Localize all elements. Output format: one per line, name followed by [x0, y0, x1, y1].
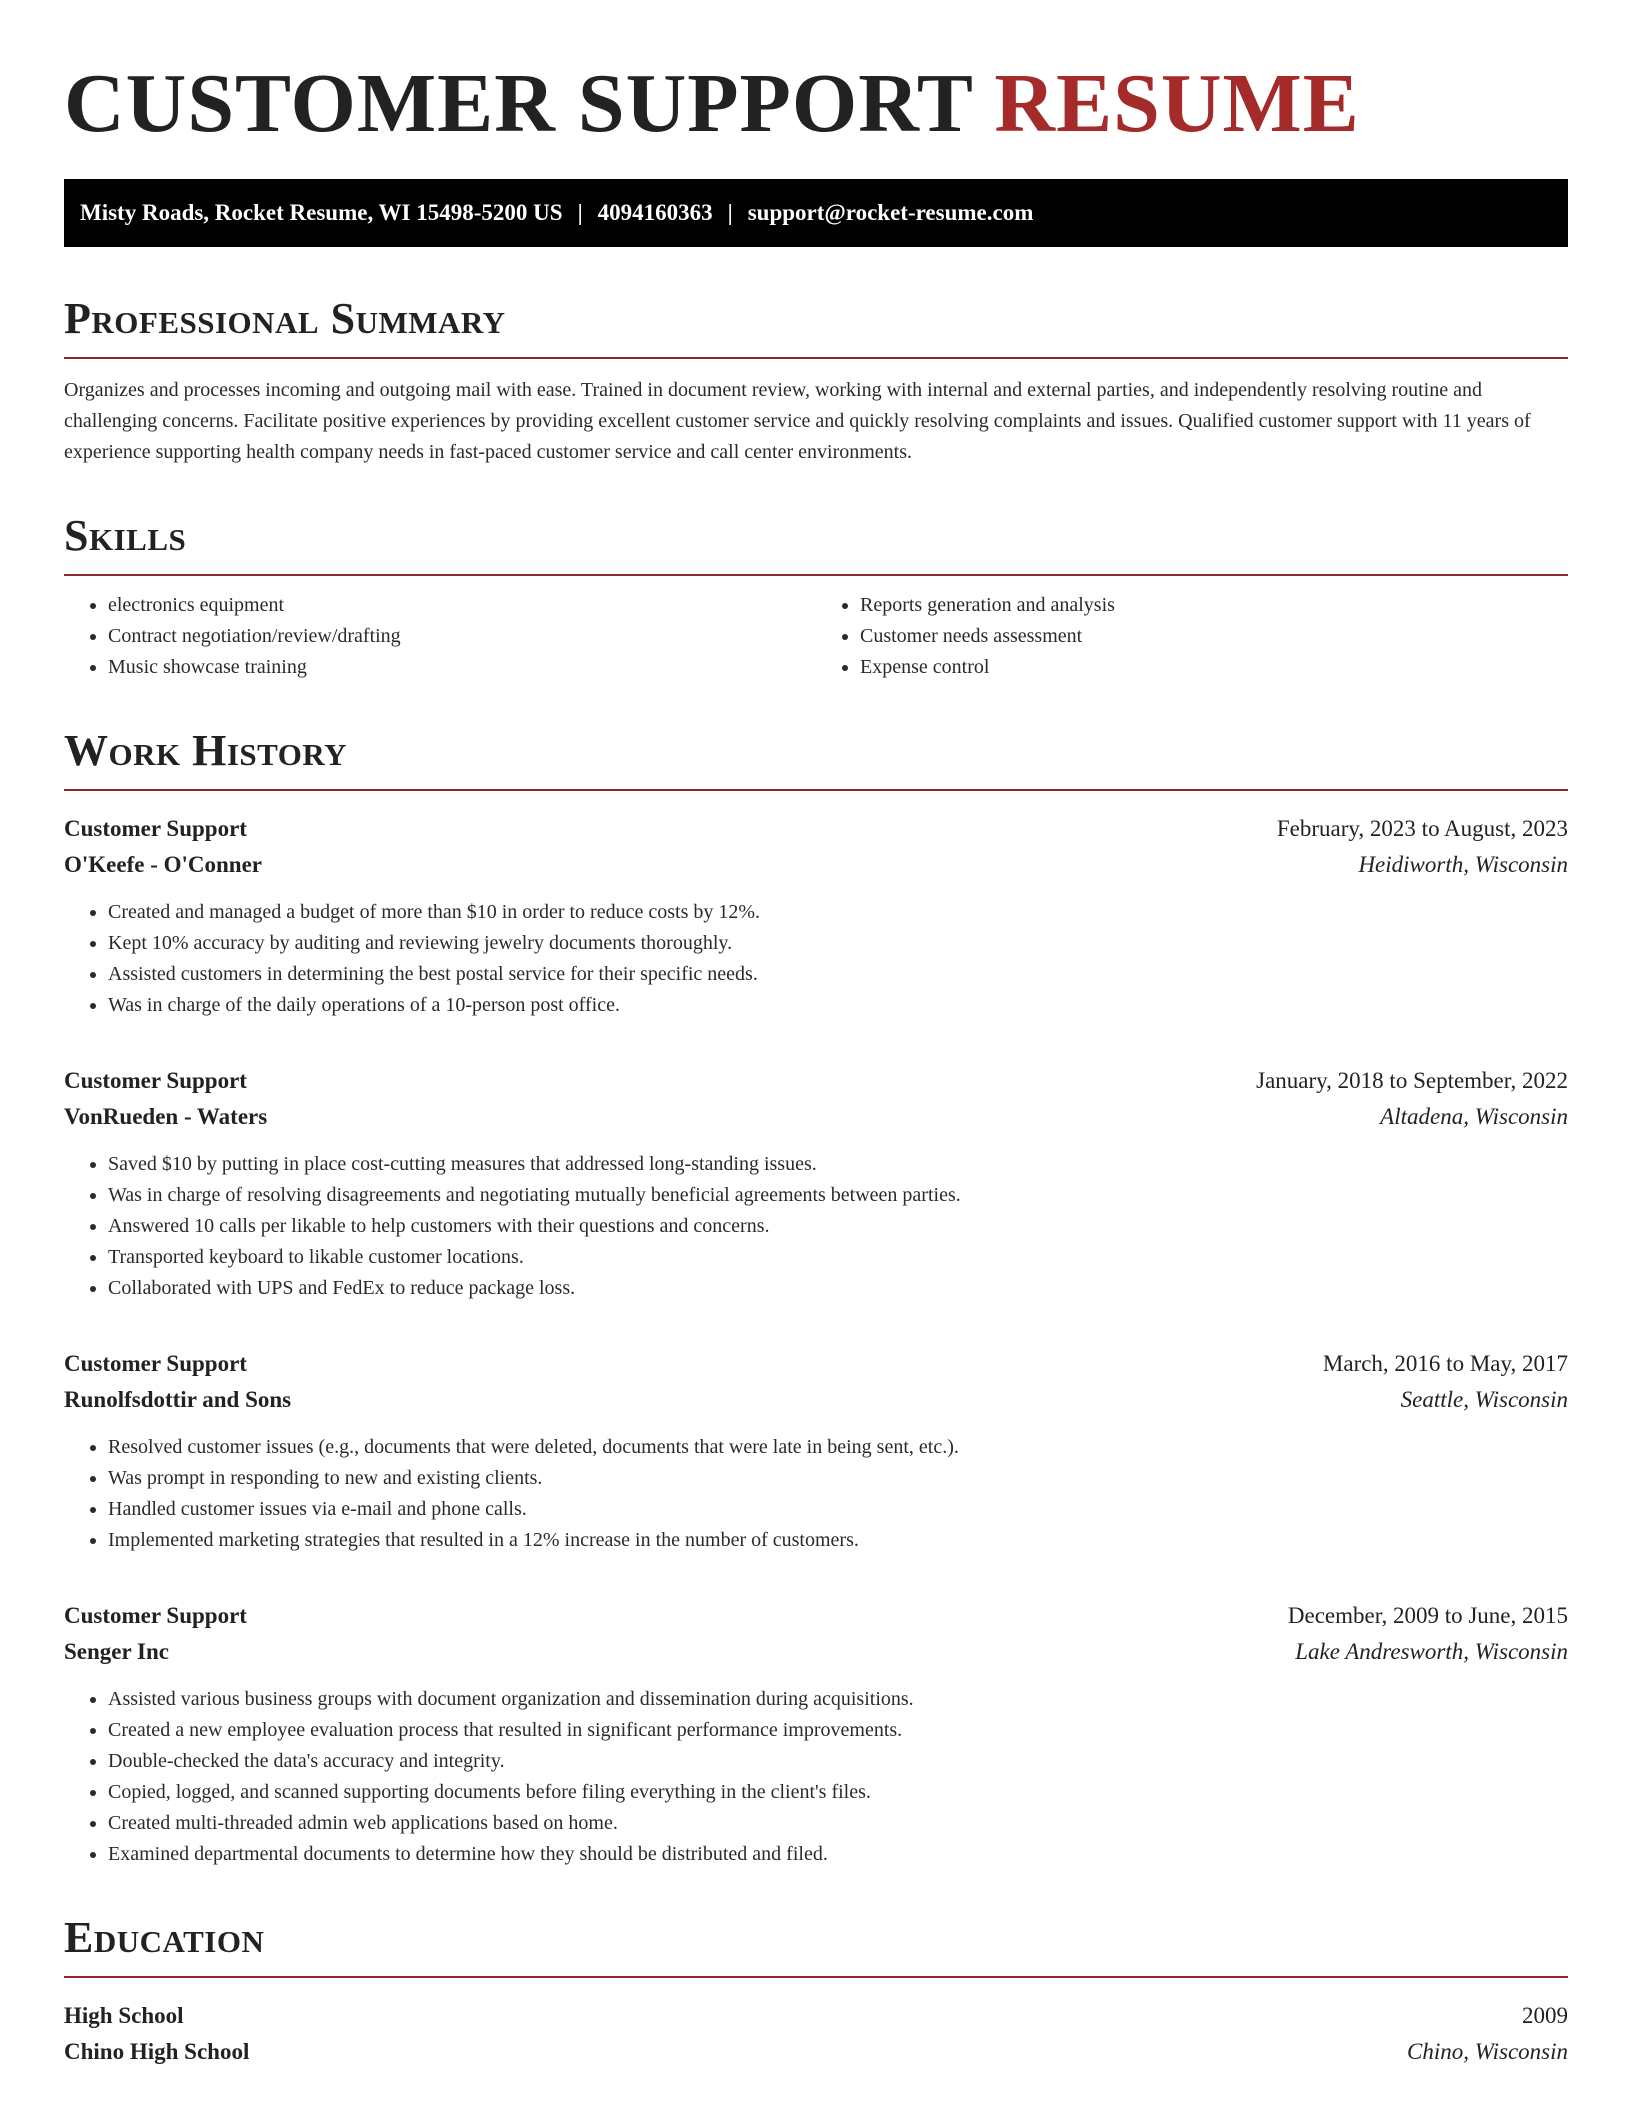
skill-item: • Expense control — [860, 652, 1568, 683]
contact-phone: 4094160363 — [597, 199, 713, 225]
education-location: Chino, Wisconsin — [1406, 2038, 1568, 2064]
job-company: VonRueden - Waters — [64, 1103, 268, 1129]
job-bullet: • Collaborated with UPS and FedEx to reduce package loss. — [108, 1273, 1568, 1304]
job-company-row — [64, 847, 1568, 883]
job-bullet: • Was in charge of resolving disagreements and negotiating mutually beneficial agreements between parties. — [108, 1180, 1568, 1211]
job-dates: March, 2016 to May, 2017 — [1322, 1350, 1568, 1376]
job-bullets — [64, 1149, 1568, 1304]
job-title: Customer Support — [64, 1067, 247, 1093]
skills-column-right — [816, 590, 1568, 683]
job-company: Senger Inc — [64, 1638, 169, 1664]
education-entry — [64, 1998, 1568, 2070]
job-entry — [64, 1346, 1568, 1556]
contact-separator: | — [727, 199, 733, 225]
job-bullet: • Created a new employee evaluation process that resulted in significant performance improvements. — [108, 1715, 1568, 1746]
job-dates: February, 2023 to August, 2023 — [1276, 815, 1568, 841]
job-header-row — [64, 1346, 1568, 1382]
job-dates: January, 2018 to September, 2022 — [1256, 1067, 1568, 1093]
skills-list — [64, 590, 1568, 683]
job-bullet: • Assisted customers in determining the best postal service for their specific needs. — [108, 959, 1568, 990]
job-bullets — [64, 897, 1568, 1021]
contact-separator: | — [577, 199, 583, 225]
contact-address: Misty Roads, Rocket Resume, WI 15498-5200 US — [80, 199, 563, 225]
job-company: O'Keefe - O'Conner — [64, 851, 263, 877]
job-bullet: • Created multi-threaded admin web applications based on home. — [108, 1808, 1568, 1839]
job-bullet: • Assisted various business groups with document organization and dissemination during acquisitions. — [108, 1684, 1568, 1715]
job-bullet: • Created and managed a budget of more than $10 in order to reduce costs by 12%. — [108, 897, 1568, 928]
job-location: Heidiworth, Wisconsin — [1358, 851, 1568, 877]
job-location: Lake Andresworth, Wisconsin — [1295, 1638, 1568, 1664]
job-bullet: • Handled customer issues via e-mail and phone calls. — [108, 1494, 1568, 1525]
education-school: Chino High School — [64, 2038, 250, 2064]
summary-text: Organizes and processes incoming and outgoing mail with ease. Trained in document review, working with internal and external parties, and independently resolving routine and challenging concerns. Facilitate positive experiences by providing excellent customer service and quickly resolving complaints and issues. Qualified customer support with 11 years of experience supporting health company needs in fast-paced customer service and call center environments. — [64, 378, 1531, 463]
education-year: 2009 — [1522, 2002, 1568, 2028]
job-bullet: • Was prompt in responding to new and existing clients. — [108, 1463, 1568, 1494]
skill-item: • Customer needs assessment — [860, 621, 1568, 652]
education-school-row — [64, 2034, 1568, 2070]
job-bullet: • Implemented marketing strategies that resulted in a 12% increase in the number of customers. — [108, 1525, 1568, 1556]
skill-item: • Music showcase training — [108, 652, 816, 683]
skill-item: • Contract negotiation/review/drafting — [108, 621, 816, 652]
job-title: Customer Support — [64, 815, 247, 841]
job-title: Customer Support — [64, 1350, 247, 1376]
skills-column-left — [64, 590, 816, 683]
job-bullet: • Transported keyboard to likable customer locations. — [108, 1242, 1568, 1273]
resume-title — [64, 56, 1568, 153]
job-bullet: • Kept 10% accuracy by auditing and reviewing jewelry documents thoroughly. — [108, 928, 1568, 959]
contact-email: support@rocket-resume.com — [747, 199, 1034, 225]
job-header-row — [64, 1598, 1568, 1634]
contact-bar — [64, 179, 1568, 247]
summary-heading: Professional Summary — [64, 297, 1568, 359]
job-bullets — [64, 1684, 1568, 1870]
job-bullet: • Copied, logged, and scanned supporting documents before filing everything in the client's files. — [108, 1777, 1568, 1808]
job-bullets — [64, 1432, 1568, 1556]
job-entry — [64, 1063, 1568, 1304]
skills-heading: Skills — [64, 514, 1568, 576]
job-entry — [64, 811, 1568, 1021]
job-header-row — [64, 811, 1568, 847]
skill-item: • electronics equipment — [108, 590, 816, 621]
job-location: Altadena, Wisconsin — [1380, 1103, 1568, 1129]
job-company-row — [64, 1382, 1568, 1418]
job-header-row — [64, 1063, 1568, 1099]
job-bullet: • Examined departmental documents to determine how they should be distributed and filed. — [108, 1839, 1568, 1870]
job-company: Runolfsdottir and Sons — [64, 1386, 292, 1412]
education-heading: Education — [64, 1916, 1568, 1978]
job-bullet: • Answered 10 calls per likable to help customers with their questions and concerns. — [108, 1211, 1568, 1242]
job-entry — [64, 1598, 1568, 1870]
job-dates: December, 2009 to June, 2015 — [1287, 1602, 1568, 1628]
education-header-row — [64, 1998, 1568, 2034]
job-company-row — [64, 1099, 1568, 1135]
job-bullet: • Resolved customer issues (e.g., documents that were deleted, documents that were late in being sent, etc.). — [108, 1432, 1568, 1463]
title-accent: RESUME — [994, 57, 1360, 150]
job-location: Seattle, Wisconsin — [1400, 1386, 1568, 1412]
work-history-heading: Work History — [64, 729, 1568, 791]
job-company-row — [64, 1634, 1568, 1670]
job-bullet: • Double-checked the data's accuracy and integrity. — [108, 1746, 1568, 1777]
job-title: Customer Support — [64, 1602, 247, 1628]
skill-item: • Reports generation and analysis — [860, 590, 1568, 621]
title-main: CUSTOMER SUPPORT — [64, 57, 973, 150]
job-bullet: • Saved $10 by putting in place cost-cutting measures that addressed long-standing issues. — [108, 1149, 1568, 1180]
education-degree: High School — [64, 2002, 184, 2028]
job-bullet: • Was in charge of the daily operations of a 10-person post office. — [108, 990, 1568, 1021]
